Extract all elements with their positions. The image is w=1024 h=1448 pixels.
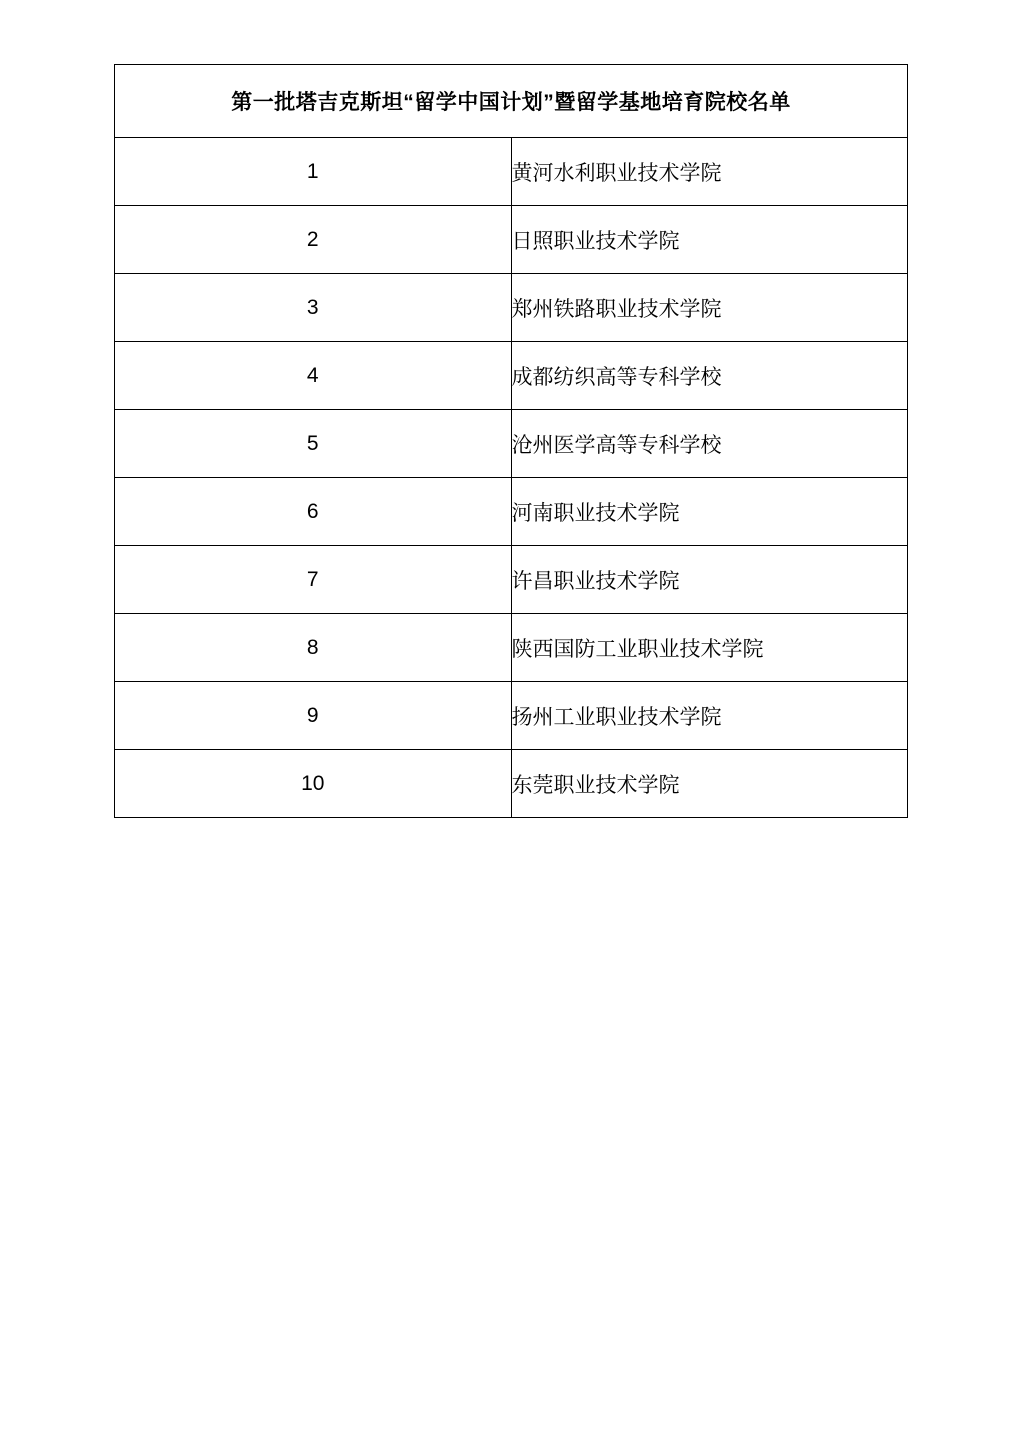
row-number: 3 [115,274,512,342]
row-number: 9 [115,682,512,750]
table-row [115,138,908,206]
table-row [115,410,908,478]
row-number: 7 [115,546,512,614]
table-row [115,614,908,682]
table-title-row [115,65,908,138]
row-number: 2 [115,206,512,274]
institution-list-table [114,64,908,818]
table-title: 第一批塔吉克斯坦“留学中国计划”暨留学基地培育院校名单 [115,65,908,138]
institution-list-table-wrapper [114,64,908,818]
row-institution-name: 成都纺织高等专科学校 [511,342,908,410]
table-row [115,478,908,546]
row-institution-name: 东莞职业技术学院 [511,750,908,818]
row-number: 5 [115,410,512,478]
row-institution-name: 许昌职业技术学院 [511,546,908,614]
row-institution-name: 河南职业技术学院 [511,478,908,546]
table-row [115,750,908,818]
row-institution-name: 日照职业技术学院 [511,206,908,274]
row-institution-name: 陕西国防工业职业技术学院 [511,614,908,682]
table-row [115,342,908,410]
table-row [115,206,908,274]
row-institution-name: 郑州铁路职业技术学院 [511,274,908,342]
row-number: 6 [115,478,512,546]
row-number: 10 [115,750,512,818]
row-number: 1 [115,138,512,206]
row-institution-name: 扬州工业职业技术学院 [511,682,908,750]
row-number: 8 [115,614,512,682]
row-number: 4 [115,342,512,410]
table-row [115,546,908,614]
table-row [115,682,908,750]
row-institution-name: 黄河水利职业技术学院 [511,138,908,206]
row-institution-name: 沧州医学高等专科学校 [511,410,908,478]
table-row [115,274,908,342]
